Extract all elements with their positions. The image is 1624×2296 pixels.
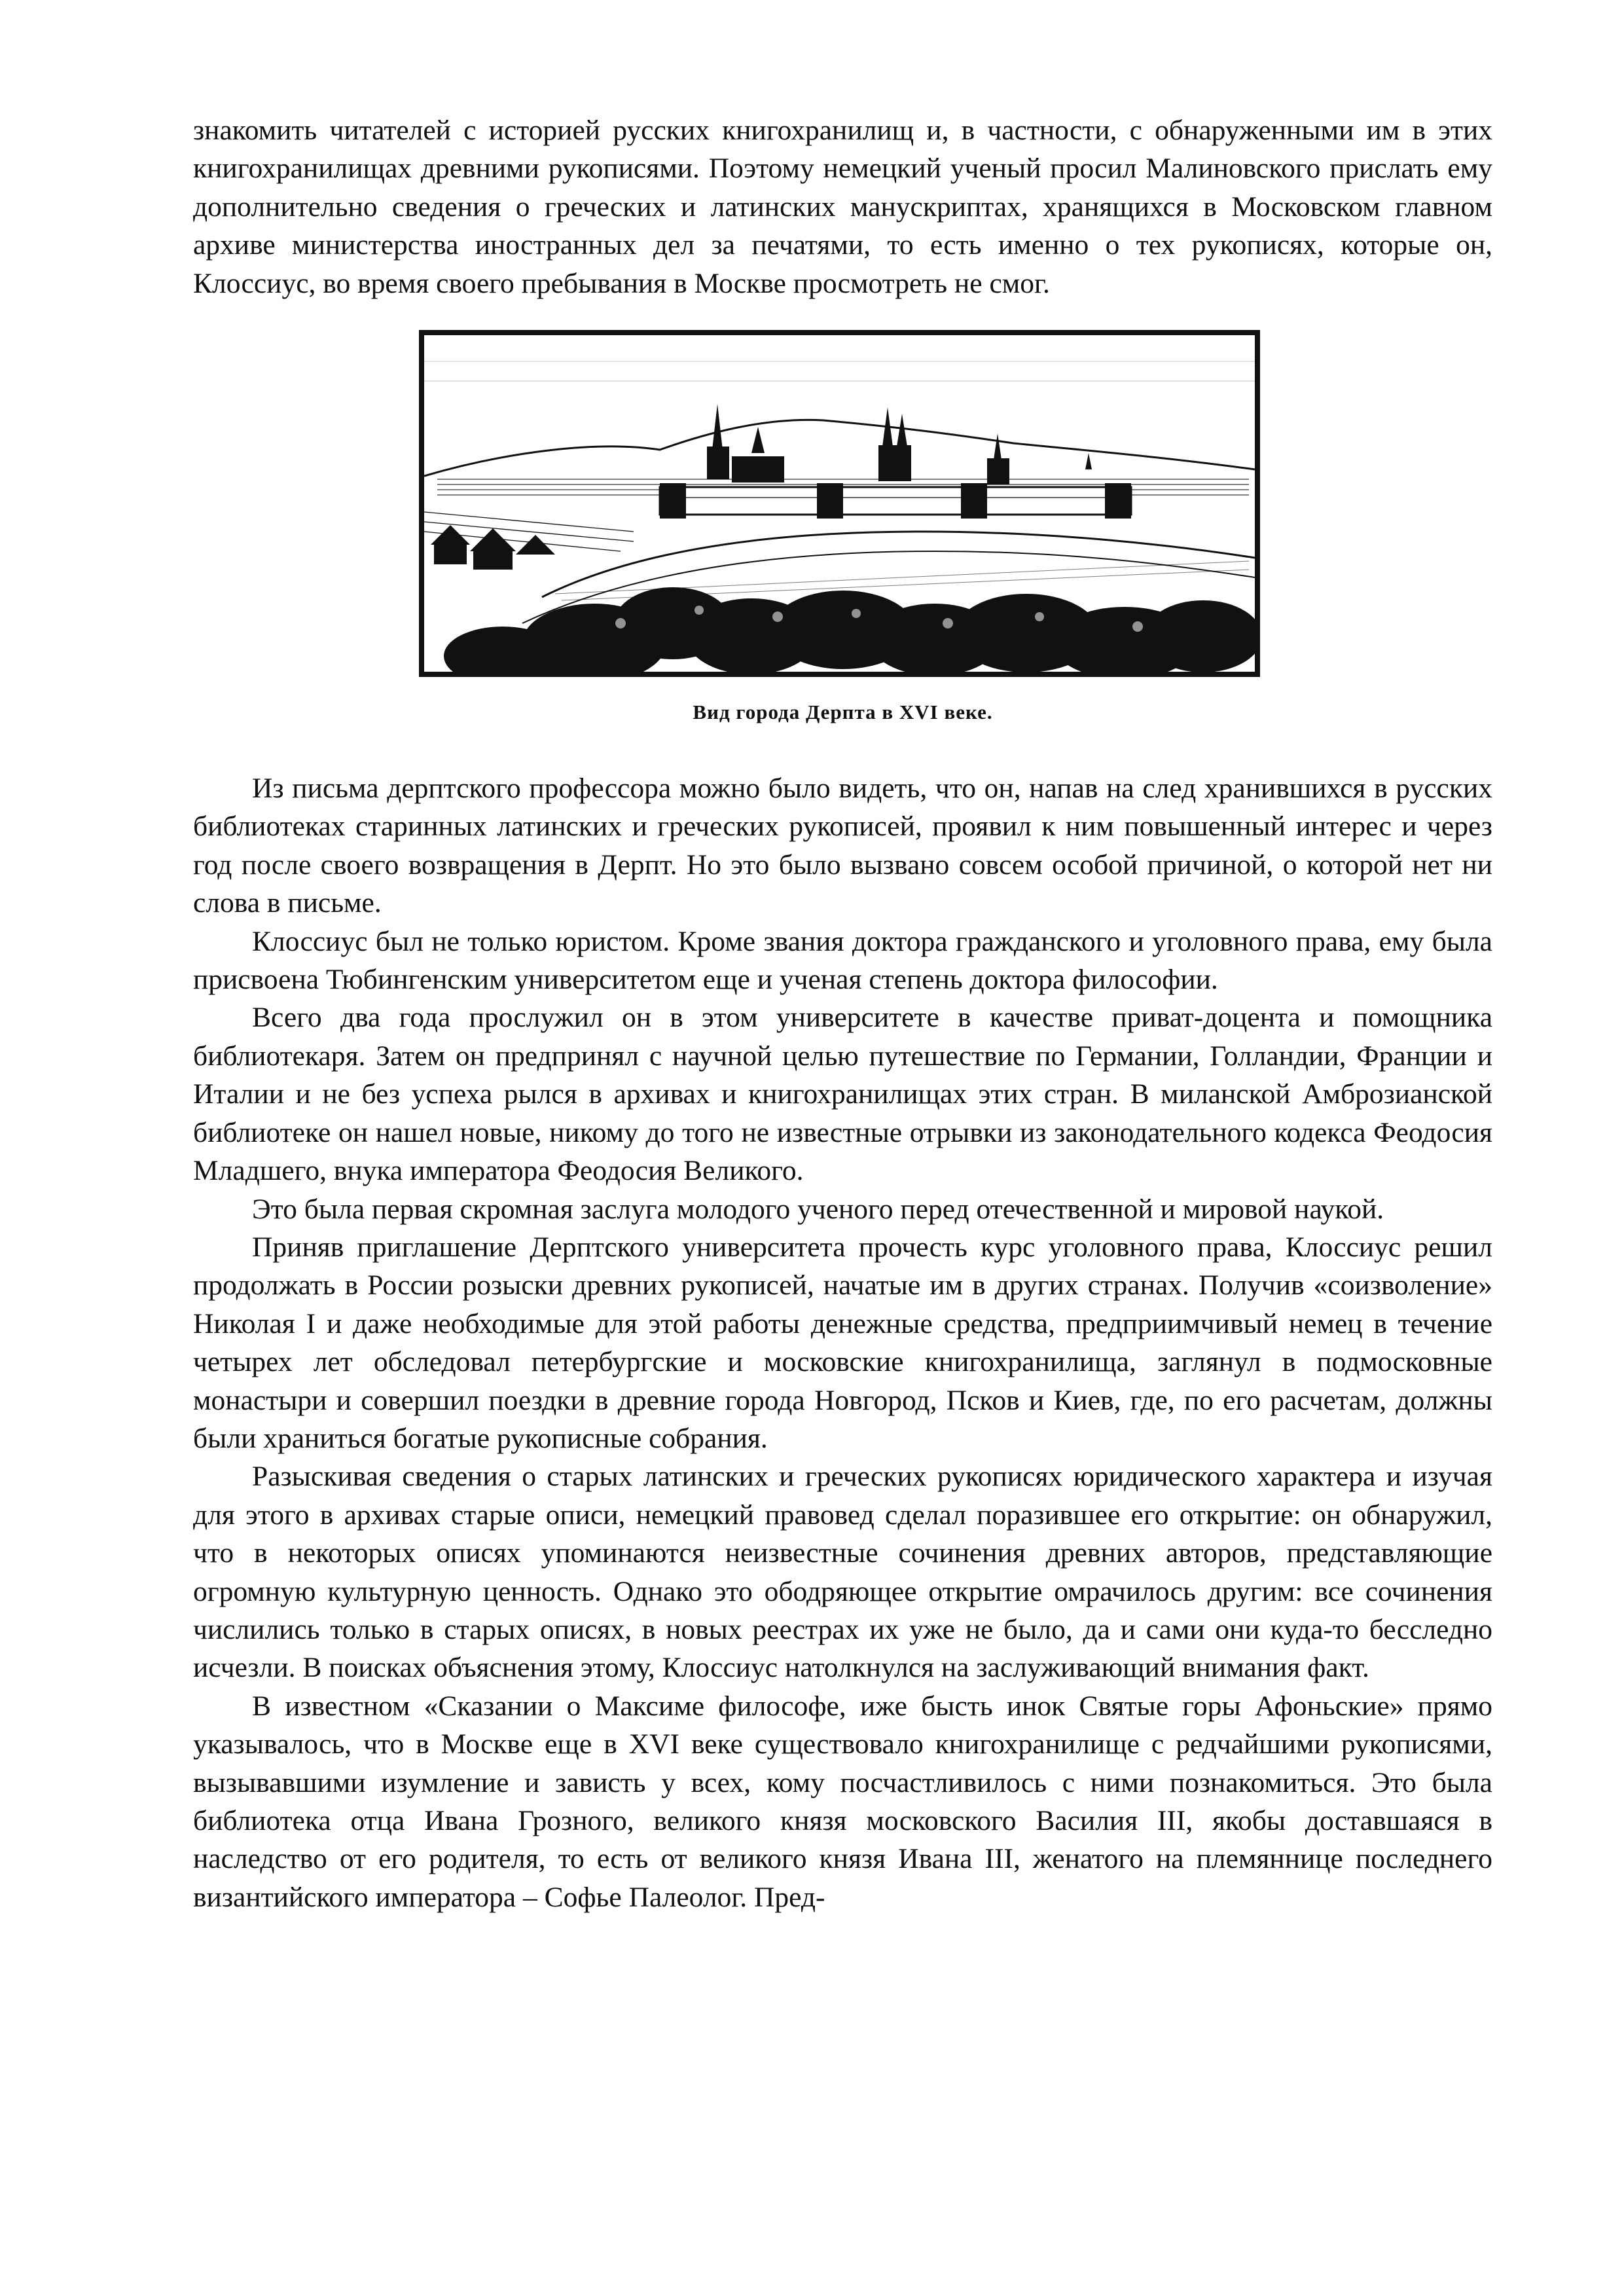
document-page	[193, 111, 1492, 1916]
engraving-illustration	[419, 330, 1260, 677]
paragraph: Разыскивая сведения о старых латинских и греческих рукописях юридического характера и изучая для этого в архивах старые описи, немецкий правовед сделал поразившее его открытие: он обнаружил, что в некоторых описях упоминаются неизвестные сочинения древних авторов, представляющие огромную культурную ценность. Однако это ободряющее открытие омрачилось другим: все сочинения числились только в старых описях, в новых реестрах их уже не было, да и сами они куда-то бесследно исчезли. В поисках объяснения этому, Клоссиус натолкнулся на заслуживающий внимания факт.	[193, 1461, 1492, 1684]
paragraph: Приняв приглашение Дерптского университета прочесть курс уголовного права, Клоссиус решил продолжать в России розыски древних рукописей, начатые им в других странах. Получив «соизволение» Николая I и даже необходимые для этой работы денежные средства, предприимчивый немец в течение четырех лет обследовал петербургские и московские книгохранилища, заглянул в подмосковные монастыри и совершил поездки в древние города Новгород, Псков и Киев, где, по его расчетам, должны были храниться богатые рукописные собрания.	[193, 1231, 1492, 1454]
paragraph-continued: знакомить читателей с историей русских книгохранилищ и, в частности, с обнаруженными им в этих книгохранилищах древними рукописями. Поэтому немецкий ученый просил Малиновского прислать ему дополнительно сведения о греческих и латинских манускриптах, хранящихся в Московском главном архиве министерства иностранных дел за печатями, то есть именно о тех рукописях, которые он, Клоссиус, во время своего пребывания в Москве просмотреть не смог.	[193, 115, 1492, 299]
paragraph: Из письма дерптского профессора можно было видеть, что он, напав на след хранившихся в русских библиотеках старинных латинских и греческих рукописей, проявил к ним повышенный интерес и через год после своего возвращения в Дерпт. Но это было вызвано совсем особой причиной, о которой нет ни слова в письме.	[193, 773, 1492, 919]
paragraph: Всего два года прослужил он в этом университете в качестве приват-доцента и помощника библиотекаря. Затем он предпринял с научной целью путешествие по Германии, Голландии, Франции и Италии и не без успеха рылся в архивах и книгохранилищах этих стран. В миланской Амброзианской библиотеке он нашел новые, никому до того не известные отрывки из законодательного кодекса Феодосия Младшего, внука императора Феодосия Великого.	[193, 1002, 1492, 1187]
paragraph: Клоссиус был не только юристом. Кроме звания доктора гражданского и уголовного права, ему была присвоена Тюбингенским университетом еще и ученая степень доктора философии.	[193, 925, 1492, 996]
paragraph: В известном «Сказании о Максиме философе, иже бысть инок Святые горы Афоньские» прямо указывалось, что в Москве еще в XVI веке существовало книгохранилище с редчайшими рукописями, вызывавшими изумление и зависть у всех, кому посчастливилось с ними познакомиться. Это была библиотека отца Ивана Грозного, великого князя московского Василия III, якобы доставшаяся в наследство от его родителя, то есть от великого князя Ивана III, женатого на племяннице последнего византийского императора – Софье Палеолог. Пред-	[193, 1690, 1492, 1913]
figure-caption: Вид города Дерпта в XVI веке.	[693, 701, 993, 724]
city-view-engraving	[424, 335, 1255, 672]
figure	[193, 330, 1492, 725]
paragraph: Это была первая скромная заслуга молодого ученого перед отечественной и мировой наукой.	[252, 1193, 1384, 1225]
